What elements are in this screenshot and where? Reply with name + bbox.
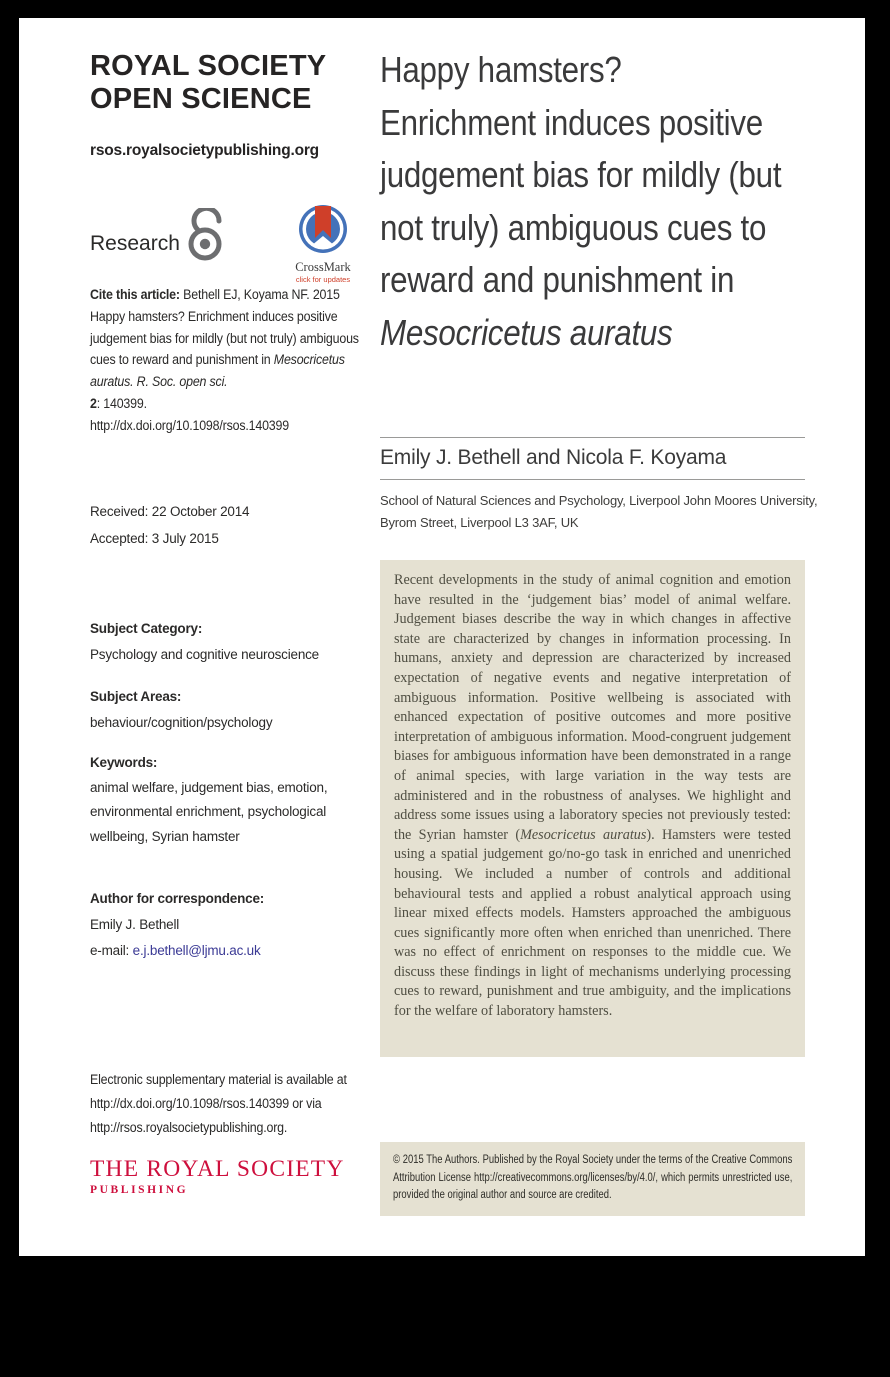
subject-areas-value: behaviour/cognition/psychology (90, 714, 273, 730)
article-type-label: Research (90, 232, 180, 255)
open-access-icon (184, 208, 230, 264)
affiliation-line1: School of Natural Sciences and Psychology, Liverpool John Moores University, (380, 493, 818, 508)
abstract-part2: ). Hamsters were tested using a spatial judgement go/no-go task in enriched and unenriched housing. We included a number of controls and additional behavioural tests and applied a robust analytical approach using linear mixed effects models. Hamsters approached the ambiguous cues significantly more often when enriched than unenriched. There was no effect of enrichment on responses to the middle cue. We discuss these findings in light of mechanisms underlying processing cues to reward, punishment and true ambiguity, and the implications for the welfare of laboratory hamsters. (394, 826, 791, 1020)
affiliation-line2: Byrom Street, Liverpool L3 3AF, UK (380, 515, 579, 530)
abstract-panel (380, 560, 805, 1057)
accepted-date: Accepted: 3 July 2015 (90, 531, 219, 546)
license-panel (380, 1142, 805, 1216)
email-prefix: e-mail: (90, 943, 133, 958)
correspondence-name: Emily J. Bethell (90, 917, 180, 932)
subject-areas (90, 684, 366, 735)
royal-society-publishing-logo (90, 1156, 345, 1196)
keywords (90, 751, 366, 849)
subject-areas-label: Subject Areas: (90, 689, 182, 704)
crossmark-button[interactable] (280, 204, 366, 284)
citation-italic: Mesocricetus auratus. R. Soc. open sci. (90, 352, 345, 390)
article-type-row (90, 206, 368, 282)
crossmark-label[interactable]: CrossMark (295, 260, 351, 274)
citation-volume-suffix: : 140399. (96, 395, 147, 411)
article-title-line1: Happy hamsters? (380, 49, 622, 90)
journal-logo-line2: OPEN SCIENCE (90, 83, 312, 115)
journal-url[interactable]: rsos.royalsocietypublishing.org (90, 142, 319, 159)
subject-category (90, 616, 366, 667)
crossmark-icon[interactable] (298, 204, 348, 254)
supplementary-note: Electronic supplementary material is available at http://dx.doi.org/10.1098/rsos.140399 or via http://rsos.royalsocietypublishing.org. (90, 1072, 347, 1135)
dates-block (90, 498, 366, 552)
citation-doi-link[interactable]: http://dx.doi.org/10.1098/rsos.140399 (90, 417, 289, 433)
crossmark-subtext[interactable]: click for updates (295, 275, 351, 284)
correspondence-label: Author for correspondence: (90, 891, 265, 906)
citation-body: Bethell EJ, Koyama NF. 2015 Happy hamsters? Enrichment induces positive judgement bias for mildly (but not truly) ambiguous cues to reward and punishment in (90, 287, 359, 368)
article-title-rest: Enrichment induces positive judgement bias for mildly (but not truly) ambiguous cues to reward and punishment in (380, 101, 782, 300)
received-date: Received: 22 October 2014 (90, 504, 250, 519)
subject-category-label: Subject Category: (90, 621, 203, 636)
journal-logo-line1: ROYAL SOCIETY (90, 50, 327, 82)
journal-logo (90, 50, 326, 116)
correspondence (90, 886, 366, 964)
keywords-value: animal welfare, judgement bias, emotion, environmental enrichment, psychological wellbeing, Syrian hamster (90, 779, 328, 844)
affiliation (380, 490, 840, 534)
subject-category-value: Psychology and cognitive neuroscience (90, 646, 319, 662)
citation (90, 284, 368, 437)
abstract-text (394, 571, 791, 1022)
citation-volume: 2 (90, 395, 97, 411)
publisher-logo-line1: THE ROYAL SOCIETY (90, 1156, 345, 1182)
authors: Emily J. Bethell and Nicola F. Koyama (380, 437, 805, 480)
abstract-part1: Recent developments in the study of animal cognition and emotion have resulted in the ‘judgement bias’ model of animal welfare. Judgement biases describe the way in which changes in affective state are characterized by changes in information processing. In humans, anxiety and depression are characterized by increased expectation of negative events and negative interpretation of ambiguous information. Positive wellbeing is associated with enhanced expectation of positive outcomes and more positive interpretation of ambiguous information. Mood-congruent judgement biases for ambiguous information have been demonstrated in a range of animal species, with large variation in the way tests are administered and in the robustness of analyses. We highlight and address some issues using a laboratory species not previously tested: the Syrian hamster ( (394, 572, 791, 843)
keywords-label: Keywords: (90, 755, 158, 770)
license-text: © 2015 The Authors. Published by the Royal Society under the terms of the Creative Commons Attribution License http://creativecommons.org/licenses/by/4.0/, which permits unrestricted use, provided the original author and source are credited. (393, 1154, 793, 1201)
citation-label: Cite this article: (90, 287, 184, 302)
article-title-species: Mesocricetus auratus (380, 311, 673, 353)
email-link[interactable]: e.j.bethell@ljmu.ac.uk (132, 943, 261, 958)
publisher-logo-line2: PUBLISHING (90, 1184, 189, 1196)
abstract-species-italic: Mesocricetus auratus (520, 826, 647, 843)
article-title (380, 44, 819, 359)
article-cover-page (19, 18, 865, 1256)
